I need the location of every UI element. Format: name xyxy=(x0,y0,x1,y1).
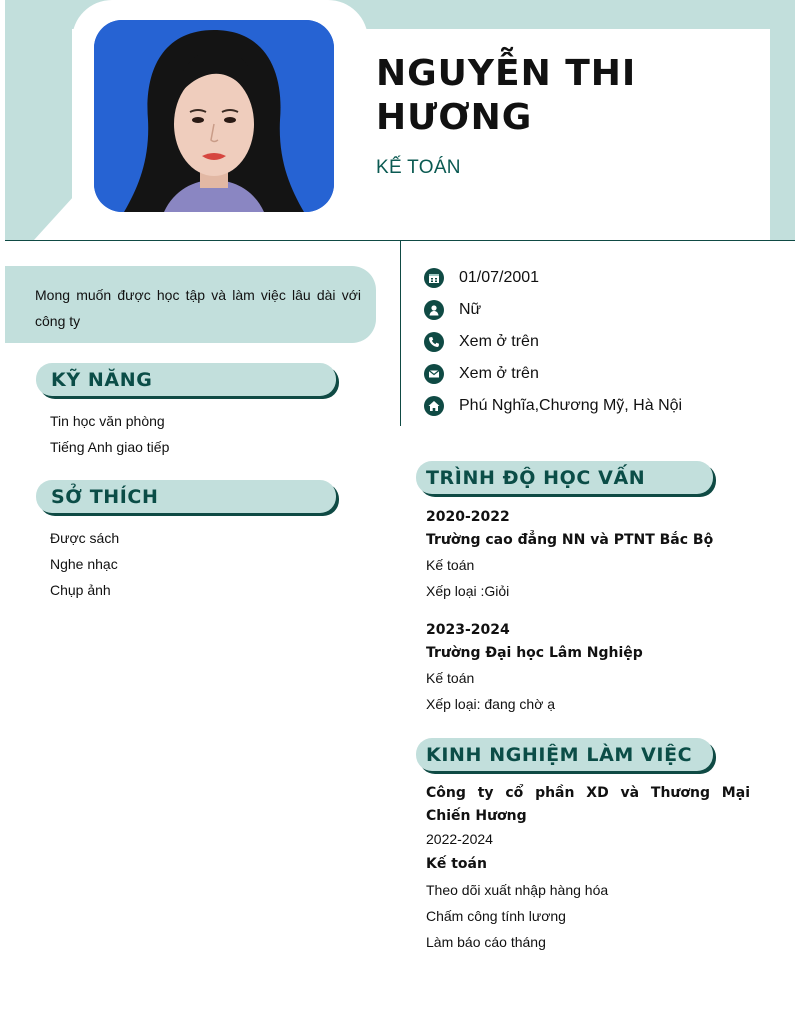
experience-position: Kế toán xyxy=(426,856,487,872)
phone-icon xyxy=(424,332,444,352)
hobby-item: Chụp ảnh xyxy=(50,582,111,598)
education-major: Kế toán xyxy=(426,557,475,573)
contact-dob-text: 01/07/2001 xyxy=(459,269,540,286)
experience-period: 2022-2024 xyxy=(426,831,493,847)
experience-task: Làm báo cáo tháng xyxy=(426,934,546,950)
skills-heading: KỸ NĂNG xyxy=(36,363,336,396)
contact-address xyxy=(424,396,682,416)
experience-task: Chấm công tính lương xyxy=(426,908,566,924)
education-school: Trường cao đẳng NN và PTNT Bắc Bộ xyxy=(426,532,714,548)
contact-gender xyxy=(424,300,481,320)
experience-heading: KINH NGHIỆM LÀM VIỆC xyxy=(416,738,713,771)
contact-email xyxy=(424,364,539,384)
education-years: 2023-2024 xyxy=(426,622,510,638)
experience-task: Theo dõi xuất nhập hàng hóa xyxy=(426,882,609,898)
contact-address-text: Phú Nghĩa,Chương Mỹ, Hà Nội xyxy=(459,397,683,414)
contact-phone xyxy=(424,332,539,352)
education-grade: Xếp loại :Giỏi xyxy=(426,583,510,599)
contact-email-text: Xem ở trên xyxy=(459,365,539,382)
contact-gender-text: Nữ xyxy=(459,301,482,318)
job-title: KẾ TOÁN xyxy=(376,157,461,178)
hobby-item: Được sách xyxy=(50,530,120,546)
candidate-name: NGUYỄN THI HƯƠNG xyxy=(376,53,637,138)
education-major: Kế toán xyxy=(426,670,475,686)
photo-frame-tail xyxy=(34,196,74,240)
education-school: Trường Đại học Lâm Nghiệp xyxy=(426,645,643,661)
column-divider xyxy=(400,240,401,426)
education-heading: TRÌNH ĐỘ HỌC VẤN xyxy=(416,461,713,494)
education-years: 2020-2022 xyxy=(426,509,510,525)
skill-item: Tiếng Anh giao tiếp xyxy=(50,439,170,455)
home-icon xyxy=(424,396,444,416)
hobby-item: Nghe nhạc xyxy=(50,556,118,572)
email-icon xyxy=(424,364,444,384)
person-icon xyxy=(424,300,444,320)
career-objective xyxy=(5,266,376,343)
skill-item: Tin học văn phòng xyxy=(50,413,165,429)
experience-company: Công ty cổ phần XD và Thương Mại Chiến Hương xyxy=(426,785,750,824)
objective-text: Mong muốn được học tập và làm việc lâu dài với công ty xyxy=(35,287,361,329)
education-grade: Xếp loại: đang chờ ạ xyxy=(426,696,556,712)
calendar-icon xyxy=(424,268,444,288)
profile-photo xyxy=(94,20,334,212)
contact-phone-text: Xem ở trên xyxy=(459,333,539,350)
contact-dob xyxy=(424,268,539,288)
hobbies-heading: SỞ THÍCH xyxy=(36,480,336,513)
